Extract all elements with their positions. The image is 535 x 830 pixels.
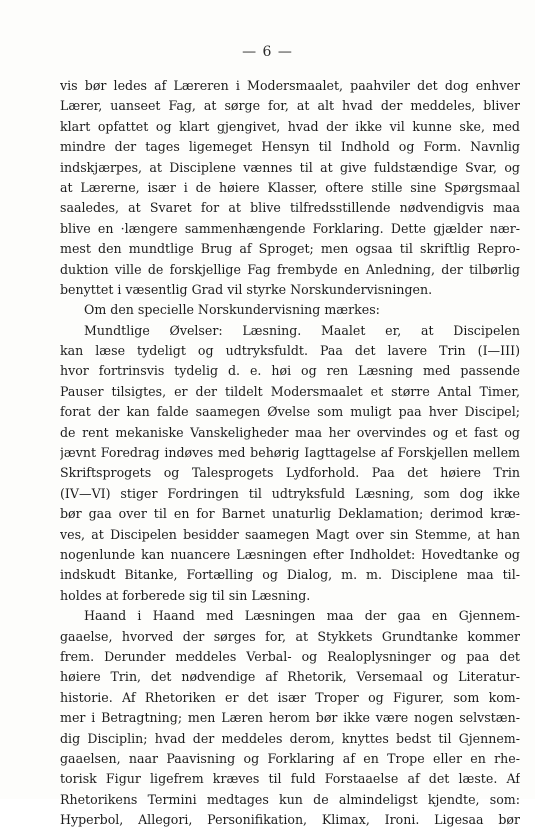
text-line: saaledes, at Svaret for at blive tilfredsstillende nødvendigvis maa	[60, 200, 520, 216]
text-line: bør gaa over til en for Barnet unaturlig Deklamation; derimod kræ-	[60, 506, 520, 522]
text-line: Hyperbol, Allegori, Personifikation, Klimax, Ironi. Ligesaa bør	[60, 812, 520, 828]
text-line: hvor fortrinsvis tydelig d. e. høi og ren Læsning med passende	[60, 363, 520, 379]
text-line: Lærer, uanseet Fag, at sørge for, at alt hvad der meddeles, bliver	[60, 98, 520, 114]
text-line: torisk Figur ligefrem kræves til fuld Forstaaelse af det læste. Af	[60, 771, 520, 787]
body-text	[60, 76, 520, 830]
text-line: de rent mekaniske Vanskeligheder maa her overvindes og et fast og	[60, 424, 520, 440]
text-line: blive en ·længere sammenhængende Forklaring. Dette gjælder nær-	[60, 220, 520, 236]
text-line: nogenlunde kan nuancere Læsningen efter Indholdet: Hovedtanke og	[60, 546, 520, 562]
text-line: Skriftsprogets og Talesprogets Lydforhold. Paa det høiere Trin	[60, 465, 520, 481]
text-line: dig Disciplin; hvad der meddeles derom, knyttes bedst til Gjennem-	[60, 730, 520, 746]
text-line: forat der kan falde saamegen Øvelse som muligt paa hver Discipel;	[60, 404, 520, 420]
text-line: mest den mundtlige Brug af Sproget; men ogsaa til skriftlig Repro-	[60, 241, 520, 257]
text-line: Mundtlige Øvelser: Læsning. Maalet er, at Discipelen	[84, 322, 520, 338]
text-line: Haand i Haand med Læsningen maa der gaa en Gjennem-	[84, 608, 520, 624]
text-line: jævnt Foredrag indøves med behørig Iagttagelse af Forskjellen mellem	[60, 445, 520, 461]
text-line: duktion ville de forskjellige Fag frembyde en Anledning, der tilbørlig	[60, 261, 520, 277]
text-line: at Lærerne, især i de høiere Klasser, oftere stille sine Spørgsmaal	[60, 179, 520, 195]
text-line: indskudt Bitanke, Fortælling og Dialog, m. m. Disciplene maa til-	[60, 567, 520, 583]
text-line: Om den specielle Norskundervisning mærkes:	[84, 302, 380, 318]
text-line: høiere Trin, det nødvendige af Rhetorik, Versemaal og Literatur-	[60, 669, 520, 685]
page-number: — 6 —	[242, 44, 293, 60]
text-line: Pauser tilsigtes, er der tildelt Modersmaalet et større Antal Timer,	[60, 383, 520, 399]
text-line: klart opfattet og klart gjengivet, hvad der ikke vil kunne ske, med	[60, 118, 520, 134]
text-line: holdes at forberede sig til sin Læsning.	[60, 587, 311, 603]
text-line: benyttet i væsentlig Grad vil styrke Norskundervisningen.	[60, 281, 433, 297]
text-line: ves, at Discipelen besidder saamegen Magt over sin Stemme, at han	[60, 526, 520, 542]
text-line: gaaelse, hvorved der sørges for, at Stykkets Grundtanke kommer	[60, 628, 520, 644]
text-line: kan læse tydeligt og udtryksfuldt. Paa det lavere Trin (I—III)	[60, 343, 520, 359]
text-line: (IV—VI) stiger Fordringen til udtryksfuld Læsning, som dog ikke	[60, 485, 520, 501]
text-line: indskjærpes, at Disciplene vænnes til at give fuldstændige Svar, og	[60, 159, 520, 175]
text-line: Rhetorikens Termini medtages kun de almindeligst kjendte, som:	[60, 791, 520, 807]
text-line: mer i Betragtning; men Læren herom bør ikke være nogen selvstæn-	[60, 710, 520, 726]
text-line: vis bør ledes af Læreren i Modersmaalet, paahviler det dog enhver	[60, 78, 520, 93]
text-line: frem. Derunder meddeles Verbal- og Realoplysninger og paa det	[60, 648, 520, 664]
text-line: mindre der tages ligemeget Hensyn til Indhold og Form. Navnlig	[60, 139, 520, 155]
text-line: historie. Af Rhetoriken er det især Troper og Figurer, som kom-	[60, 689, 520, 705]
text-line: gaaelsen, naar Paavisning og Forklaring af en Trope eller en rhe-	[60, 750, 520, 766]
